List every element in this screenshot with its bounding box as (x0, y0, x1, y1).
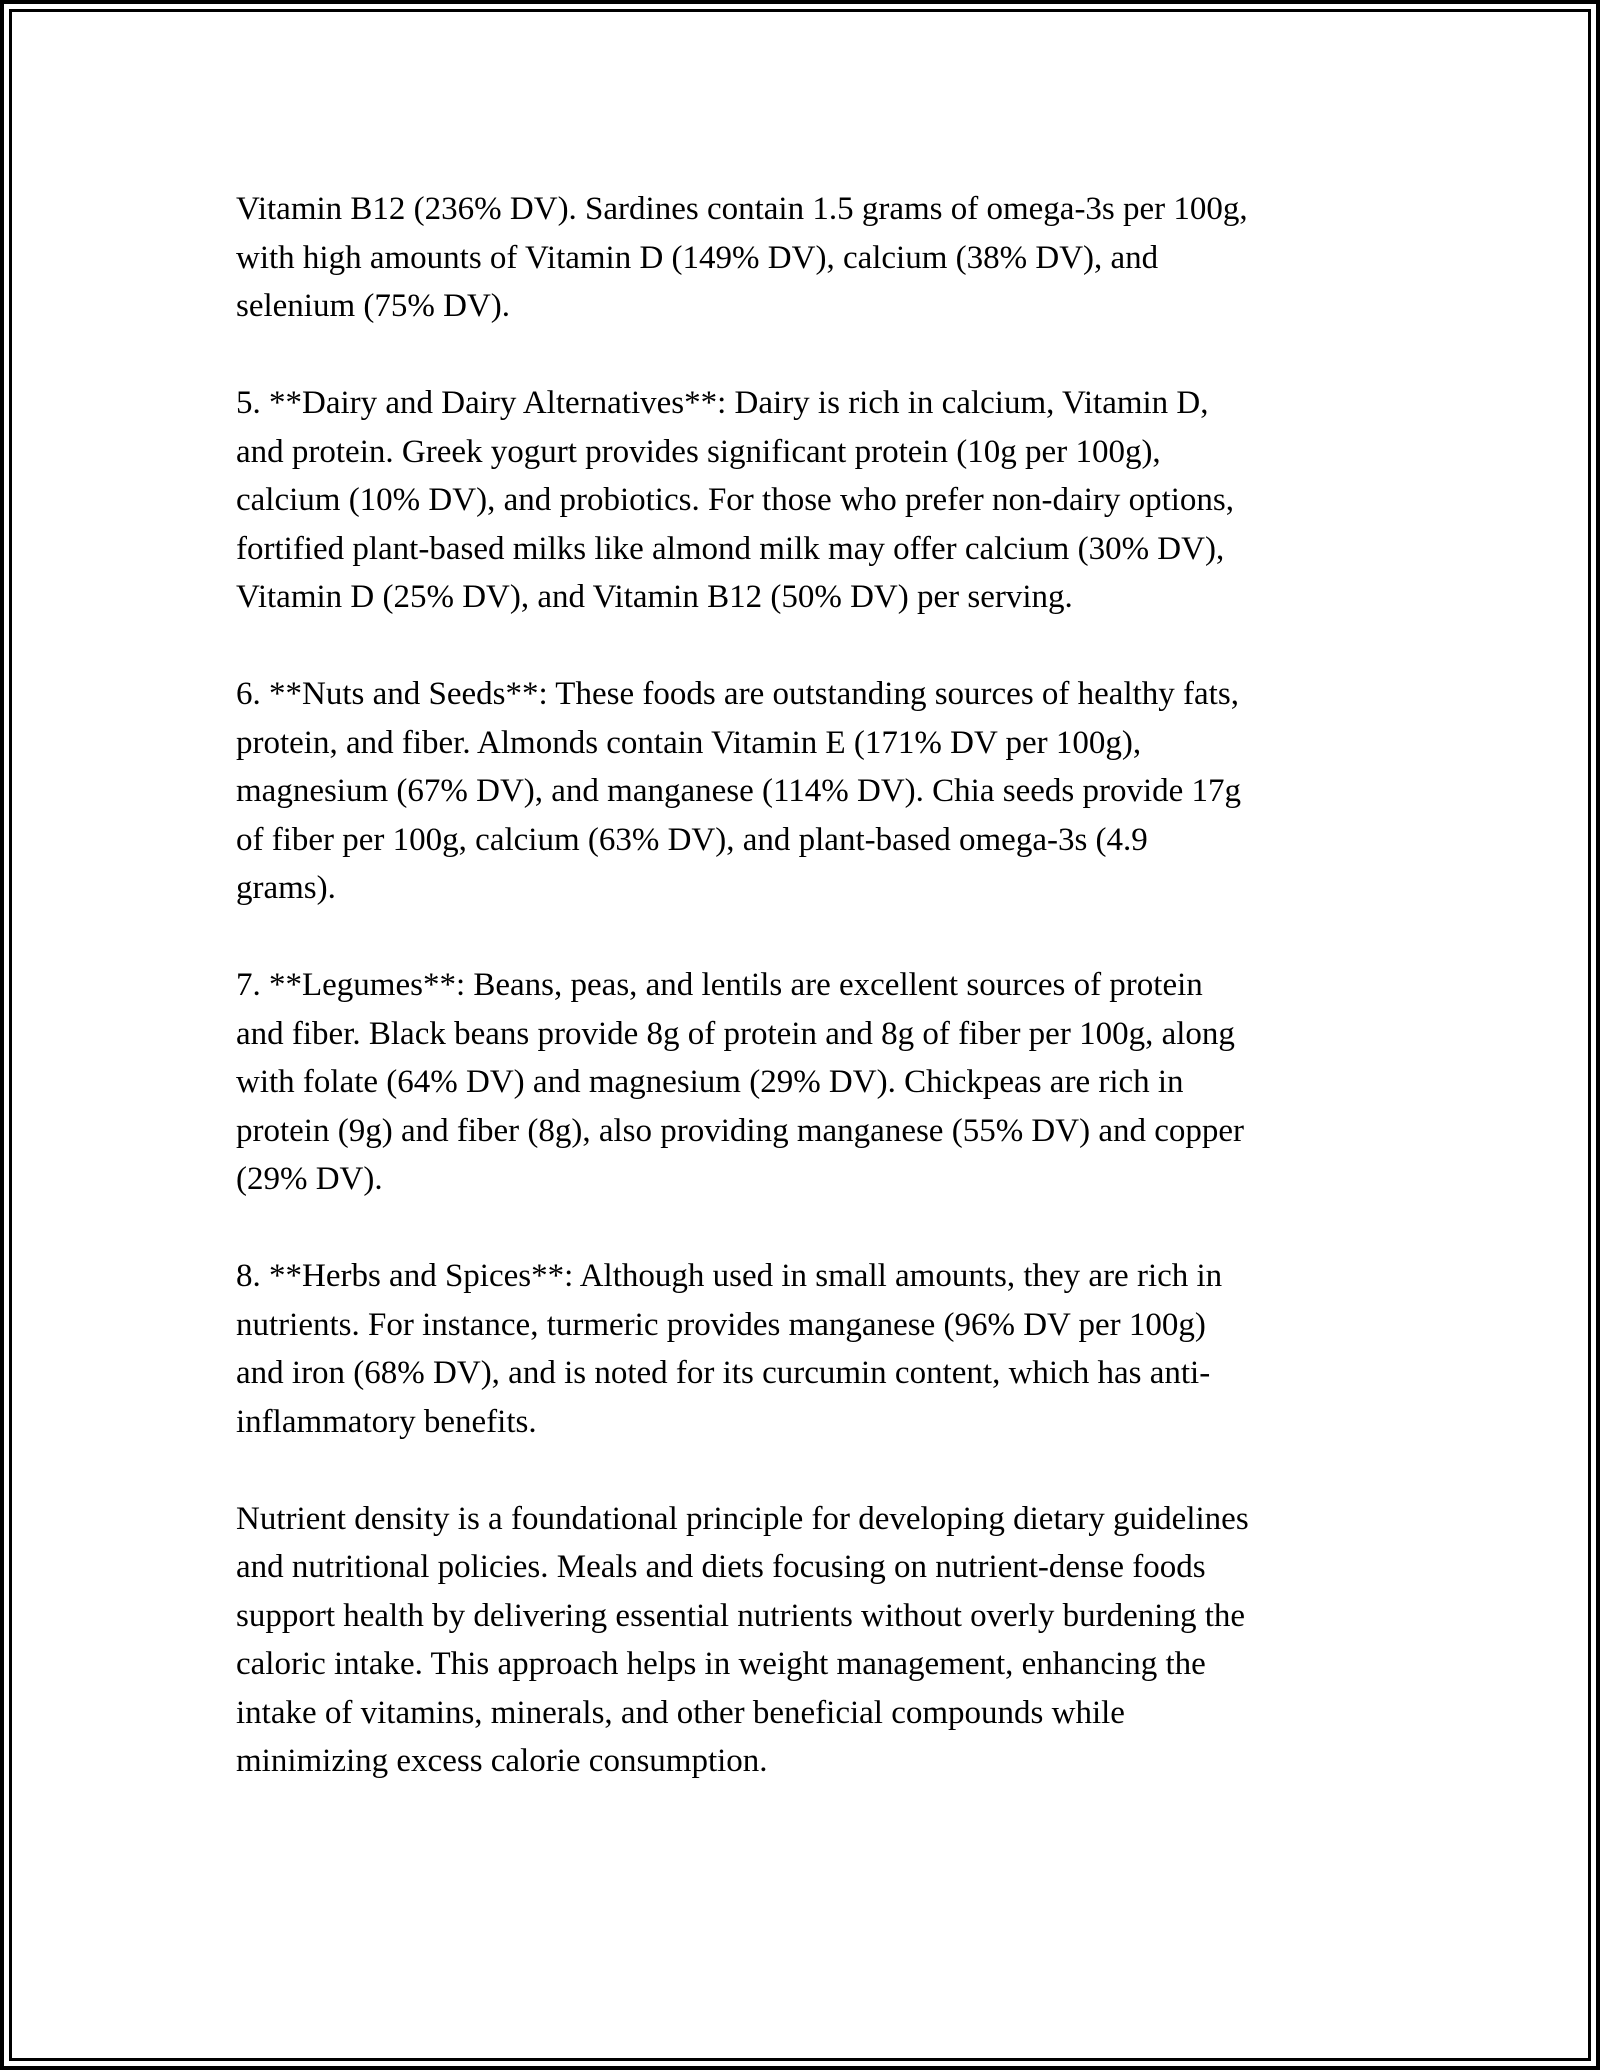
paragraph-nutrient-density-summary: Nutrient density is a foundational principle for developing dietary guidelines and nutritional policies. Meals and diets focusing on nutrient-dense foods support health by delivering essential nutrients without overly burdening the caloric intake. This approach helps in weight management, enhancing the intake of vitamins, minerals, and other beneficial compounds while minimizing excess calorie consumption. (236, 1500, 1249, 1779)
paragraph-herbs-spices: 8. **Herbs and Spices**: Although used in small amounts, they are rich in nutrients. For instance, turmeric provides manganese (96% DV per 100g) and iron (68% DV), and is noted for its curcumin content, which has anti- inflammatory benefits. (236, 1258, 1223, 1440)
paragraph-dairy: 5. **Dairy and Dairy Alternatives**: Dairy is rich in calcium, Vitamin D, and protein. Greek yogurt provides significant protein (10g per 100g), calcium (10% DV), and probiotics. For those who prefer non-dairy options, fortified plant-based milks like almond milk may offer calcium (30% DV), Vitamin D (25% DV), and Vitamin B12 (50% DV) per serving. (236, 385, 1235, 615)
paragraph-nuts-seeds: 6. **Nuts and Seeds**: These foods are outstanding sources of healthy fats, protein, and fiber. Almonds contain Vitamin E (171% DV per 100g), magnesium (67% DV), and manganese (114% DV). Chia seeds provide 17g of fiber per 100g, calcium (63% DV), and plant-based omega-3s (4.9 grams). (236, 676, 1242, 906)
paragraph-legumes: 7. **Legumes**: Beans, peas, and lentils are excellent sources of protein and fiber. Black beans provide 8g of protein and 8g of fiber per 100g, along with folate (64% DV) and magnesium (29% DV). Chickpeas are rich in protein (9g) and fiber (8g), also providing manganese (55% DV) and copper (29% DV). (236, 967, 1245, 1197)
paragraph-sardines-continuation: Vitamin B12 (236% DV). Sardines contain 1.5 grams of omega-3s per 100g, with high amounts of Vitamin D (149% DV), calcium (38% DV), and selenium (75% DV). (236, 191, 1248, 324)
document-body (236, 185, 1376, 1834)
